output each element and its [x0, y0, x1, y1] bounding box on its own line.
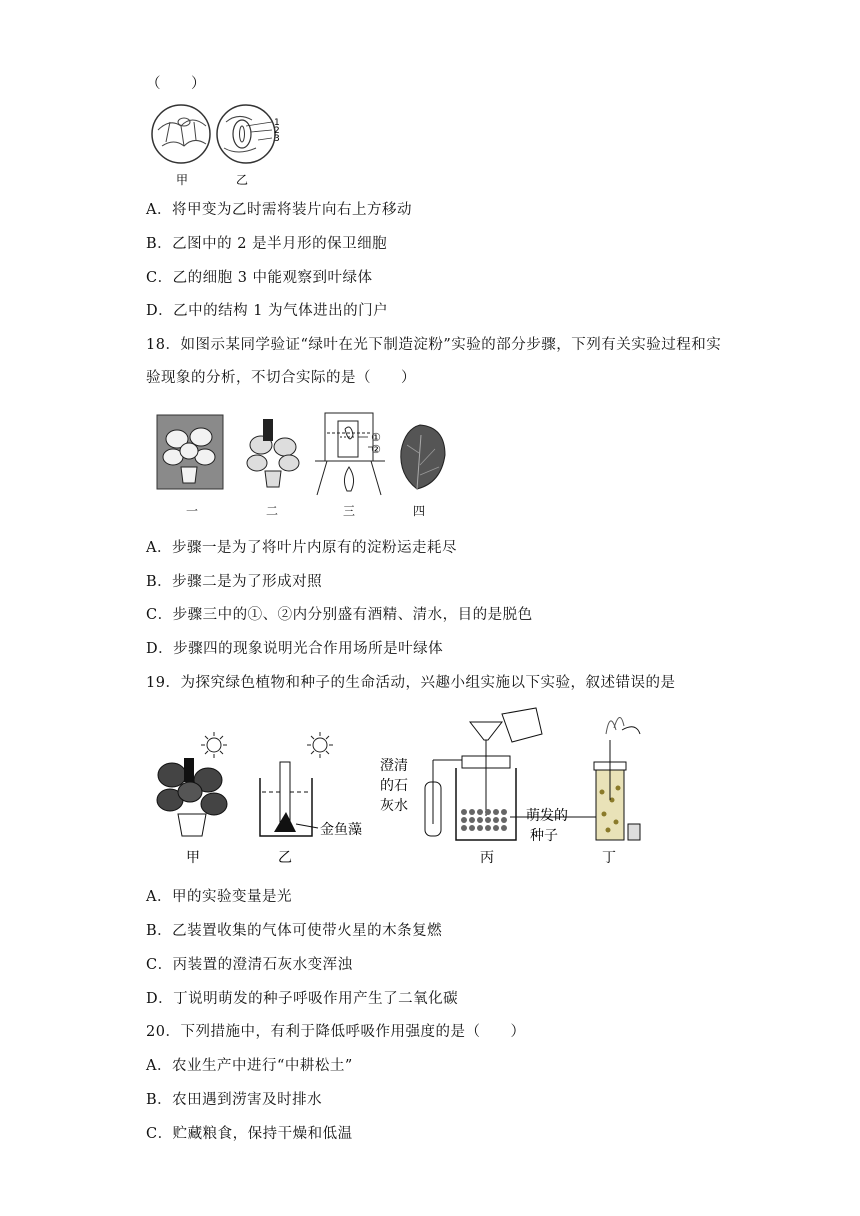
q19-bing-apparatus	[380, 708, 542, 840]
q18-step2-covered-leaf	[247, 419, 299, 487]
q18-step3-water-bath	[315, 413, 385, 495]
q17-view-yi	[217, 105, 280, 163]
q17-answer-bracket: （ ）	[146, 76, 206, 92]
q17-figure-microscope-views	[148, 100, 298, 190]
q20-option-a: A．农业生产中进行“中耕松土”	[146, 1058, 353, 1074]
q18-fig-label-2: 二	[266, 504, 279, 518]
q17-option-d: D．乙中的结构 1 为气体进出的门户	[146, 303, 389, 319]
q19-label-limewater-2: 的石	[380, 778, 408, 794]
q19-stem: 19．为探究绿色植物和种子的生命活动，兴趣小组实施以下实验，叙述错误的是	[146, 675, 676, 691]
q17-view-jia	[152, 105, 210, 163]
q18-fig-label-4: 四	[413, 504, 426, 518]
q19-jia-plant	[157, 758, 227, 836]
q20-stem: 20．下列措施中，有利于降低呼吸作用强度的是（ ）	[146, 1024, 526, 1040]
sun-icon	[307, 732, 333, 758]
q18-beaker-label-2: ②	[371, 443, 381, 456]
q20-option-c: C．贮藏粮食，保持干燥和低温	[146, 1126, 353, 1142]
q18-beaker-label-1: ①	[371, 431, 381, 444]
q18-figure-steps	[155, 405, 455, 520]
q17-struct-label-1: 1	[274, 118, 280, 128]
q18-stem-line2: 验现象的分析，不切合实际的是（ ）	[146, 370, 416, 386]
q18-stem-line1: 18．如图示某同学验证“绿叶在光下制造淀粉”实验的部分步骤，下列有关实验过程和实	[146, 337, 722, 353]
q18-step1-dark-plant	[157, 415, 223, 489]
q19-label-seeds-2: 种子	[530, 828, 558, 844]
sun-icon	[201, 732, 227, 758]
q19-fig-label-bing: 丙	[480, 850, 494, 866]
q17-struct-label-3: 3	[274, 134, 280, 144]
q19-option-c: C．丙装置的澄清石灰水变浑浊	[146, 957, 353, 973]
q19-fig-label-jia: 甲	[186, 850, 200, 866]
q17-option-a: A．将甲变为乙时需将装片向右上方移动	[146, 202, 412, 218]
q19-option-a: A．甲的实验变量是光	[146, 889, 292, 905]
q18-option-b: B．步骤二是为了形成对照	[146, 574, 323, 590]
q20-option-b: B．农田遇到涝害及时排水	[146, 1092, 323, 1108]
q17-fig-label-jia: 甲	[176, 173, 189, 187]
q17-fig-label-yi: 乙	[236, 173, 249, 187]
q18-fig-label-1: 一	[186, 504, 199, 518]
q19-fig-label-ding: 丁	[602, 850, 616, 866]
q19-label-limewater-1: 澄清	[380, 758, 408, 774]
q19-figure-experiments	[150, 700, 650, 870]
q18-step4-stained-leaf	[401, 425, 445, 489]
q19-option-b: B．乙装置收集的气体可使带火星的木条复燃	[146, 923, 443, 939]
q17-option-c: C．乙的细胞 3 中能观察到叶绿体	[146, 270, 373, 286]
q17-struct-label-2: 2	[274, 126, 280, 136]
q17-option-b: B．乙图中的 2 是半月形的保卫细胞	[146, 236, 388, 252]
q19-label-limewater-3: 灰水	[380, 798, 408, 814]
q18-option-a: A．步骤一是为了将叶片内原有的淀粉运走耗尽	[146, 540, 457, 556]
q18-option-c: C．步骤三中的①、②内分别盛有酒精、清水，目的是脱色	[146, 607, 533, 623]
q19-option-d: D．丁说明萌发的种子呼吸作用产生了二氧化碳	[146, 991, 459, 1007]
q19-fig-label-yi: 乙	[278, 850, 292, 866]
q19-label-seeds-1: 萌发的	[526, 808, 568, 824]
q18-fig-label-3: 三	[343, 504, 356, 518]
q19-yi-beaker	[260, 762, 362, 838]
q18-option-d: D．步骤四的现象说明光合作用场所是叶绿体	[146, 641, 444, 657]
q19-label-goldfish-weed: 金鱼藻	[320, 822, 362, 838]
